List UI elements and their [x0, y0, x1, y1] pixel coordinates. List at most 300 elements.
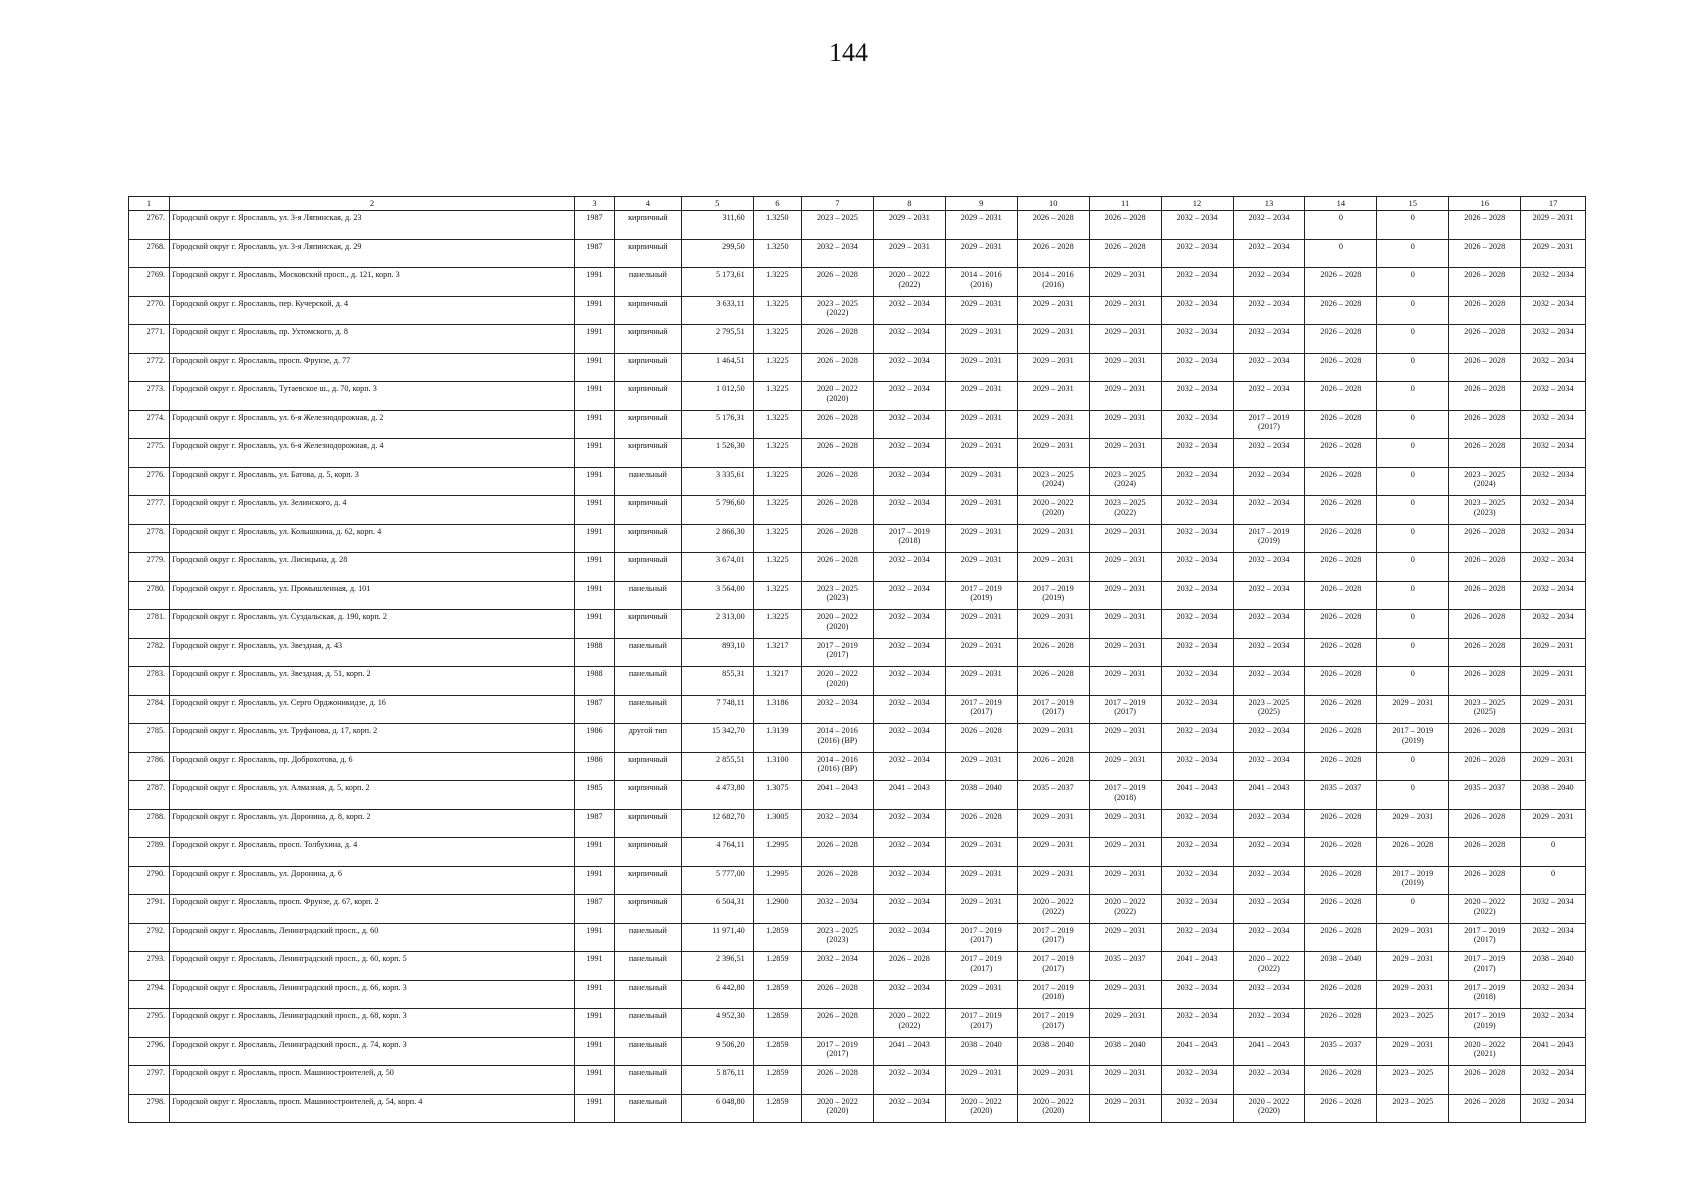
cell-period-13: 2032 – 2034 [1233, 439, 1305, 468]
cell-area: 4 952,30 [681, 1009, 753, 1038]
cell-period-17: 2029 – 2031 [1521, 638, 1586, 667]
cell-period-16: 2026 – 2028 [1449, 638, 1521, 667]
cell-area: 3 564,00 [681, 581, 753, 610]
cell-coefficient: 1.3225 [753, 296, 801, 325]
cell-period-8: 2032 – 2034 [873, 638, 945, 667]
cell-period-12: 2032 – 2034 [1161, 752, 1233, 781]
cell-period-15: 2017 – 2019 (2019) [1377, 724, 1449, 753]
cell-coefficient: 1.3225 [753, 325, 801, 354]
cell-period-10: 2029 – 2031 [1017, 325, 1089, 354]
table-row [129, 211, 1586, 240]
cell-area: 311,60 [681, 211, 753, 240]
cell-period-9: 2014 – 2016 (2016) [945, 268, 1017, 297]
cell-period-7: 2014 – 2016 (2016) (ВР) [801, 724, 873, 753]
cell-period-17: 2038 – 2040 [1521, 781, 1586, 810]
cell-address: Городской округ г. Ярославль, ул. Доронина, д. 8, корп. 2 [170, 809, 575, 838]
cell-period-16: 2026 – 2028 [1449, 211, 1521, 240]
cell-period-12: 2032 – 2034 [1161, 410, 1233, 439]
column-header-5: 5 [681, 197, 753, 211]
cell-address: Городской округ г. Ярославль, просп. Фрунзе, д. 67, корп. 2 [170, 895, 575, 924]
table-row [129, 439, 1586, 468]
cell-period-17: 2032 – 2034 [1521, 382, 1586, 411]
cell-area: 3 633,11 [681, 296, 753, 325]
cell-row-number: 2789. [129, 838, 170, 867]
table-row [129, 268, 1586, 297]
cell-coefficient: 1.3225 [753, 496, 801, 525]
table-row [129, 496, 1586, 525]
cell-period-14: 2026 – 2028 [1305, 410, 1377, 439]
cell-period-17: 2029 – 2031 [1521, 724, 1586, 753]
cell-wall-material: кирпичный [614, 439, 681, 468]
cell-period-11: 2029 – 2031 [1089, 752, 1161, 781]
cell-period-15: 2029 – 2031 [1377, 952, 1449, 981]
cell-period-11: 2029 – 2031 [1089, 980, 1161, 1009]
cell-wall-material: другой тип [614, 724, 681, 753]
cell-period-10: 2029 – 2031 [1017, 382, 1089, 411]
cell-period-11: 2029 – 2031 [1089, 296, 1161, 325]
cell-period-13: 2032 – 2034 [1233, 610, 1305, 639]
cell-period-11: 2029 – 2031 [1089, 1094, 1161, 1123]
cell-area: 2 855,51 [681, 752, 753, 781]
cell-wall-material: кирпичный [614, 239, 681, 268]
cell-period-15: 0 [1377, 638, 1449, 667]
cell-area: 6 048,80 [681, 1094, 753, 1123]
cell-period-15: 0 [1377, 439, 1449, 468]
table-row [129, 923, 1586, 952]
cell-period-15: 2029 – 2031 [1377, 695, 1449, 724]
table-row [129, 1037, 1586, 1066]
cell-area: 2 313,00 [681, 610, 753, 639]
cell-period-10: 2017 – 2019 (2017) [1017, 695, 1089, 724]
cell-year-built: 1991 [574, 268, 614, 297]
cell-period-9: 2029 – 2031 [945, 353, 1017, 382]
cell-coefficient: 1.2859 [753, 980, 801, 1009]
cell-period-12: 2032 – 2034 [1161, 496, 1233, 525]
cell-period-14: 0 [1305, 239, 1377, 268]
cell-period-17: 2032 – 2034 [1521, 524, 1586, 553]
cell-coefficient: 1.3250 [753, 211, 801, 240]
cell-period-13: 2032 – 2034 [1233, 467, 1305, 496]
cell-address: Городской округ г. Ярославль, Ленинградский просп., д. 74, корп. 3 [170, 1037, 575, 1066]
cell-row-number: 2787. [129, 781, 170, 810]
cell-period-11: 2029 – 2031 [1089, 553, 1161, 582]
cell-period-10: 2017 – 2019 (2018) [1017, 980, 1089, 1009]
cell-period-16: 2020 – 2022 (2022) [1449, 895, 1521, 924]
cell-period-16: 2026 – 2028 [1449, 1066, 1521, 1095]
column-header-2: 2 [170, 197, 575, 211]
cell-period-13: 2032 – 2034 [1233, 296, 1305, 325]
cell-period-13: 2032 – 2034 [1233, 325, 1305, 354]
cell-year-built: 1986 [574, 752, 614, 781]
cell-period-15: 2029 – 2031 [1377, 1037, 1449, 1066]
cell-period-15: 2029 – 2031 [1377, 809, 1449, 838]
cell-period-14: 2035 – 2037 [1305, 1037, 1377, 1066]
cell-period-9: 2038 – 2040 [945, 1037, 1017, 1066]
cell-period-15: 0 [1377, 553, 1449, 582]
cell-area: 9 506,20 [681, 1037, 753, 1066]
table-row [129, 1066, 1586, 1095]
cell-period-12: 2032 – 2034 [1161, 524, 1233, 553]
cell-coefficient: 1.3225 [753, 524, 801, 553]
table-row [129, 752, 1586, 781]
cell-period-10: 2029 – 2031 [1017, 809, 1089, 838]
cell-period-7: 2032 – 2034 [801, 239, 873, 268]
cell-period-9: 2029 – 2031 [945, 410, 1017, 439]
cell-period-16: 2026 – 2028 [1449, 553, 1521, 582]
cell-area: 4 764,11 [681, 838, 753, 867]
cell-wall-material: панельный [614, 1009, 681, 1038]
cell-period-11: 2029 – 2031 [1089, 410, 1161, 439]
cell-year-built: 1991 [574, 496, 614, 525]
cell-period-12: 2032 – 2034 [1161, 667, 1233, 696]
cell-period-12: 2032 – 2034 [1161, 467, 1233, 496]
cell-period-7: 2017 – 2019 (2017) [801, 638, 873, 667]
cell-period-8: 2032 – 2034 [873, 439, 945, 468]
cell-row-number: 2776. [129, 467, 170, 496]
cell-period-12: 2032 – 2034 [1161, 439, 1233, 468]
cell-period-10: 2029 – 2031 [1017, 553, 1089, 582]
cell-period-12: 2032 – 2034 [1161, 866, 1233, 895]
cell-period-16: 2020 – 2022 (2021) [1449, 1037, 1521, 1066]
cell-period-10: 2038 – 2040 [1017, 1037, 1089, 1066]
cell-period-10: 2017 – 2019 (2017) [1017, 1009, 1089, 1038]
cell-period-13: 2041 – 2043 [1233, 1037, 1305, 1066]
cell-period-16: 2023 – 2025 (2025) [1449, 695, 1521, 724]
cell-period-12: 2032 – 2034 [1161, 1009, 1233, 1038]
cell-address: Городской округ г. Ярославль, просп. Машиностроителей, д. 54, корп. 4 [170, 1094, 575, 1123]
cell-wall-material: кирпичный [614, 353, 681, 382]
cell-coefficient: 1.3217 [753, 638, 801, 667]
cell-period-12: 2032 – 2034 [1161, 838, 1233, 867]
cell-period-11: 2017 – 2019 (2018) [1089, 781, 1161, 810]
cell-address: Городской округ г. Ярославль, ул. 6-я Железнодорожная, д. 2 [170, 410, 575, 439]
cell-period-7: 2020 – 2022 (2020) [801, 610, 873, 639]
cell-area: 5 176,31 [681, 410, 753, 439]
table-row [129, 382, 1586, 411]
cell-period-7: 2026 – 2028 [801, 268, 873, 297]
cell-period-12: 2032 – 2034 [1161, 296, 1233, 325]
cell-period-12: 2032 – 2034 [1161, 923, 1233, 952]
cell-address: Городской округ г. Ярославль, ул. Доронина, д. 6 [170, 866, 575, 895]
cell-period-14: 2035 – 2037 [1305, 781, 1377, 810]
cell-period-16: 2026 – 2028 [1449, 524, 1521, 553]
cell-period-12: 2032 – 2034 [1161, 1094, 1233, 1123]
cell-wall-material: панельный [614, 952, 681, 981]
cell-period-17: 2029 – 2031 [1521, 239, 1586, 268]
column-header-3: 3 [574, 197, 614, 211]
cell-area: 5 876,11 [681, 1066, 753, 1095]
cell-wall-material: панельный [614, 581, 681, 610]
cell-period-11: 2035 – 2037 [1089, 952, 1161, 981]
cell-year-built: 1991 [574, 325, 614, 354]
cell-coefficient: 1.3217 [753, 667, 801, 696]
cell-period-10: 2026 – 2028 [1017, 211, 1089, 240]
cell-period-15: 0 [1377, 610, 1449, 639]
cell-period-16: 2026 – 2028 [1449, 866, 1521, 895]
cell-row-number: 2795. [129, 1009, 170, 1038]
cell-wall-material: панельный [614, 667, 681, 696]
cell-area: 299,50 [681, 239, 753, 268]
cell-address: Городской округ г. Ярославль, ул. Зелинского, д. 4 [170, 496, 575, 525]
cell-period-13: 2032 – 2034 [1233, 268, 1305, 297]
cell-period-10: 2026 – 2028 [1017, 752, 1089, 781]
cell-period-17: 2032 – 2034 [1521, 353, 1586, 382]
table-row [129, 695, 1586, 724]
cell-period-12: 2032 – 2034 [1161, 695, 1233, 724]
column-header-7: 7 [801, 197, 873, 211]
cell-period-15: 0 [1377, 382, 1449, 411]
cell-coefficient: 1.2859 [753, 1094, 801, 1123]
cell-period-17: 2032 – 2034 [1521, 610, 1586, 639]
column-header-9: 9 [945, 197, 1017, 211]
cell-coefficient: 1.3250 [753, 239, 801, 268]
cell-wall-material: кирпичный [614, 553, 681, 582]
cell-period-17: 2032 – 2034 [1521, 581, 1586, 610]
cell-period-10: 2029 – 2031 [1017, 724, 1089, 753]
cell-period-14: 2026 – 2028 [1305, 752, 1377, 781]
cell-period-8: 2032 – 2034 [873, 610, 945, 639]
cell-period-13: 2032 – 2034 [1233, 553, 1305, 582]
cell-address: Городской округ г. Ярославль, пр. Доброхотова, д. 6 [170, 752, 575, 781]
cell-year-built: 1987 [574, 239, 614, 268]
cell-period-8: 2032 – 2034 [873, 581, 945, 610]
cell-address: Городской округ г. Ярославль, ул. Серго Орджоникидзе, д. 16 [170, 695, 575, 724]
cell-area: 2 866,30 [681, 524, 753, 553]
cell-period-15: 0 [1377, 296, 1449, 325]
cell-period-8: 2041 – 2043 [873, 1037, 945, 1066]
cell-row-number: 2794. [129, 980, 170, 1009]
cell-year-built: 1991 [574, 382, 614, 411]
cell-row-number: 2781. [129, 610, 170, 639]
cell-row-number: 2798. [129, 1094, 170, 1123]
cell-period-14: 2026 – 2028 [1305, 724, 1377, 753]
cell-year-built: 1991 [574, 1094, 614, 1123]
cell-row-number: 2796. [129, 1037, 170, 1066]
cell-period-11: 2026 – 2028 [1089, 239, 1161, 268]
cell-period-10: 2035 – 2037 [1017, 781, 1089, 810]
cell-period-7: 2026 – 2028 [801, 524, 873, 553]
table-row [129, 724, 1586, 753]
column-header-4: 4 [614, 197, 681, 211]
cell-period-17: 2032 – 2034 [1521, 296, 1586, 325]
cell-period-8: 2032 – 2034 [873, 410, 945, 439]
cell-period-12: 2032 – 2034 [1161, 724, 1233, 753]
cell-period-13: 2023 – 2025 (2025) [1233, 695, 1305, 724]
cell-row-number: 2784. [129, 695, 170, 724]
cell-wall-material: кирпичный [614, 809, 681, 838]
cell-row-number: 2786. [129, 752, 170, 781]
cell-row-number: 2793. [129, 952, 170, 981]
cell-wall-material: кирпичный [614, 866, 681, 895]
cell-year-built: 1986 [574, 724, 614, 753]
cell-period-7: 2026 – 2028 [801, 553, 873, 582]
cell-row-number: 2785. [129, 724, 170, 753]
cell-period-11: 2029 – 2031 [1089, 353, 1161, 382]
table-row [129, 239, 1586, 268]
table-row [129, 353, 1586, 382]
cell-row-number: 2773. [129, 382, 170, 411]
cell-period-9: 2029 – 2031 [945, 496, 1017, 525]
cell-row-number: 2777. [129, 496, 170, 525]
cell-period-16: 2026 – 2028 [1449, 353, 1521, 382]
cell-period-10: 2017 – 2019 (2017) [1017, 923, 1089, 952]
cell-coefficient: 1.3225 [753, 467, 801, 496]
cell-period-9: 2029 – 2031 [945, 752, 1017, 781]
cell-period-10: 2023 – 2025 (2024) [1017, 467, 1089, 496]
table-row [129, 467, 1586, 496]
cell-address: Городской округ г. Ярославль, ул. Колышкина, д. 62, корп. 4 [170, 524, 575, 553]
cell-period-12: 2032 – 2034 [1161, 211, 1233, 240]
cell-period-9: 2026 – 2028 [945, 724, 1017, 753]
cell-period-10: 2026 – 2028 [1017, 638, 1089, 667]
cell-wall-material: панельный [614, 467, 681, 496]
table-row [129, 895, 1586, 924]
cell-period-16: 2026 – 2028 [1449, 581, 1521, 610]
column-header-8: 8 [873, 197, 945, 211]
cell-coefficient: 1.3225 [753, 382, 801, 411]
cell-period-12: 2032 – 2034 [1161, 353, 1233, 382]
cell-period-9: 2017 – 2019 (2017) [945, 1009, 1017, 1038]
cell-coefficient: 1.3225 [753, 553, 801, 582]
cell-period-9: 2029 – 2031 [945, 325, 1017, 354]
cell-row-number: 2792. [129, 923, 170, 952]
cell-period-10: 2029 – 2031 [1017, 353, 1089, 382]
cell-period-12: 2041 – 2043 [1161, 952, 1233, 981]
cell-row-number: 2767. [129, 211, 170, 240]
cell-period-11: 2029 – 2031 [1089, 923, 1161, 952]
cell-period-17: 2032 – 2034 [1521, 553, 1586, 582]
cell-period-14: 2026 – 2028 [1305, 467, 1377, 496]
cell-period-8: 2032 – 2034 [873, 838, 945, 867]
table-row [129, 410, 1586, 439]
cell-period-11: 2029 – 2031 [1089, 667, 1161, 696]
cell-year-built: 1991 [574, 1037, 614, 1066]
cell-wall-material: кирпичный [614, 610, 681, 639]
cell-period-13: 2032 – 2034 [1233, 667, 1305, 696]
cell-area: 11 971,40 [681, 923, 753, 952]
column-header-12: 12 [1161, 197, 1233, 211]
cell-period-13: 2032 – 2034 [1233, 866, 1305, 895]
cell-area: 2 396,51 [681, 952, 753, 981]
table-row [129, 866, 1586, 895]
cell-period-17: 2032 – 2034 [1521, 467, 1586, 496]
cell-address: Городской округ г. Ярославль, просп. Толбухина, д. 4 [170, 838, 575, 867]
cell-period-14: 2026 – 2028 [1305, 638, 1377, 667]
cell-address: Городской округ г. Ярославль, Ленинградский просп., д. 60, корп. 5 [170, 952, 575, 981]
cell-period-12: 2032 – 2034 [1161, 382, 1233, 411]
cell-coefficient: 1.2859 [753, 1009, 801, 1038]
cell-coefficient: 1.3139 [753, 724, 801, 753]
cell-period-12: 2032 – 2034 [1161, 980, 1233, 1009]
cell-period-16: 2026 – 2028 [1449, 809, 1521, 838]
cell-period-17: 2032 – 2034 [1521, 1094, 1586, 1123]
column-header-16: 16 [1449, 197, 1521, 211]
cell-period-15: 0 [1377, 781, 1449, 810]
cell-address: Городской округ г. Ярославль, пр. Ухтомского, д. 8 [170, 325, 575, 354]
cell-row-number: 2788. [129, 809, 170, 838]
cell-wall-material: кирпичный [614, 382, 681, 411]
cell-coefficient: 1.3100 [753, 752, 801, 781]
column-header-17: 17 [1521, 197, 1586, 211]
cell-area: 1 012,50 [681, 382, 753, 411]
cell-period-8: 2029 – 2031 [873, 239, 945, 268]
cell-area: 7 748,11 [681, 695, 753, 724]
cell-period-16: 2026 – 2028 [1449, 296, 1521, 325]
cell-year-built: 1985 [574, 781, 614, 810]
cell-year-built: 1987 [574, 895, 614, 924]
cell-period-9: 2029 – 2031 [945, 980, 1017, 1009]
table-row [129, 325, 1586, 354]
cell-period-8: 2032 – 2034 [873, 895, 945, 924]
cell-period-15: 2023 – 2025 [1377, 1066, 1449, 1095]
cell-row-number: 2779. [129, 553, 170, 582]
cell-year-built: 1991 [574, 410, 614, 439]
cell-area: 6 442,80 [681, 980, 753, 1009]
cell-period-11: 2029 – 2031 [1089, 325, 1161, 354]
cell-year-built: 1991 [574, 923, 614, 952]
cell-coefficient: 1.2900 [753, 895, 801, 924]
cell-period-9: 2029 – 2031 [945, 838, 1017, 867]
cell-period-11: 2023 – 2025 (2024) [1089, 467, 1161, 496]
cell-period-11: 2029 – 2031 [1089, 1009, 1161, 1038]
cell-address: Городской округ г. Ярославль, Тутаевское ш., д. 70, корп. 3 [170, 382, 575, 411]
cell-address: Городской округ г. Ярославль, просп. Фрунзе, д. 77 [170, 353, 575, 382]
cell-period-16: 2026 – 2028 [1449, 382, 1521, 411]
cell-period-14: 0 [1305, 211, 1377, 240]
cell-address: Городской округ г. Ярославль, ул. Батова, д. 5, корп. 3 [170, 467, 575, 496]
cell-row-number: 2783. [129, 667, 170, 696]
cell-wall-material: панельный [614, 1094, 681, 1123]
cell-period-16: 2026 – 2028 [1449, 268, 1521, 297]
cell-period-10: 2020 – 2022 (2020) [1017, 496, 1089, 525]
cell-period-17: 2032 – 2034 [1521, 1009, 1586, 1038]
cell-period-7: 2020 – 2022 (2020) [801, 382, 873, 411]
cell-period-8: 2032 – 2034 [873, 553, 945, 582]
cell-period-7: 2026 – 2028 [801, 467, 873, 496]
cell-year-built: 1991 [574, 581, 614, 610]
cell-wall-material: панельный [614, 695, 681, 724]
cell-period-9: 2029 – 2031 [945, 439, 1017, 468]
cell-period-7: 2026 – 2028 [801, 866, 873, 895]
cell-row-number: 2772. [129, 353, 170, 382]
cell-period-14: 2038 – 2040 [1305, 952, 1377, 981]
cell-area: 5 796,60 [681, 496, 753, 525]
cell-period-13: 2020 – 2022 (2020) [1233, 1094, 1305, 1123]
cell-period-7: 2032 – 2034 [801, 895, 873, 924]
cell-period-14: 2026 – 2028 [1305, 923, 1377, 952]
cell-period-17: 2032 – 2034 [1521, 980, 1586, 1009]
cell-period-14: 2026 – 2028 [1305, 1066, 1377, 1095]
cell-period-14: 2026 – 2028 [1305, 895, 1377, 924]
cell-period-10: 2029 – 2031 [1017, 296, 1089, 325]
column-header-14: 14 [1305, 197, 1377, 211]
table-header [129, 197, 1586, 211]
cell-period-13: 2032 – 2034 [1233, 382, 1305, 411]
cell-period-14: 2026 – 2028 [1305, 695, 1377, 724]
cell-period-8: 2032 – 2034 [873, 496, 945, 525]
cell-period-9: 2029 – 2031 [945, 211, 1017, 240]
cell-year-built: 1991 [574, 838, 614, 867]
cell-period-17: 2029 – 2031 [1521, 752, 1586, 781]
table-row [129, 781, 1586, 810]
cell-period-15: 2023 – 2025 [1377, 1094, 1449, 1123]
table-row [129, 952, 1586, 981]
cell-area: 12 682,70 [681, 809, 753, 838]
cell-period-17: 2032 – 2034 [1521, 439, 1586, 468]
cell-period-16: 2026 – 2028 [1449, 1094, 1521, 1123]
cell-area: 1 464,51 [681, 353, 753, 382]
cell-year-built: 1991 [574, 1066, 614, 1095]
